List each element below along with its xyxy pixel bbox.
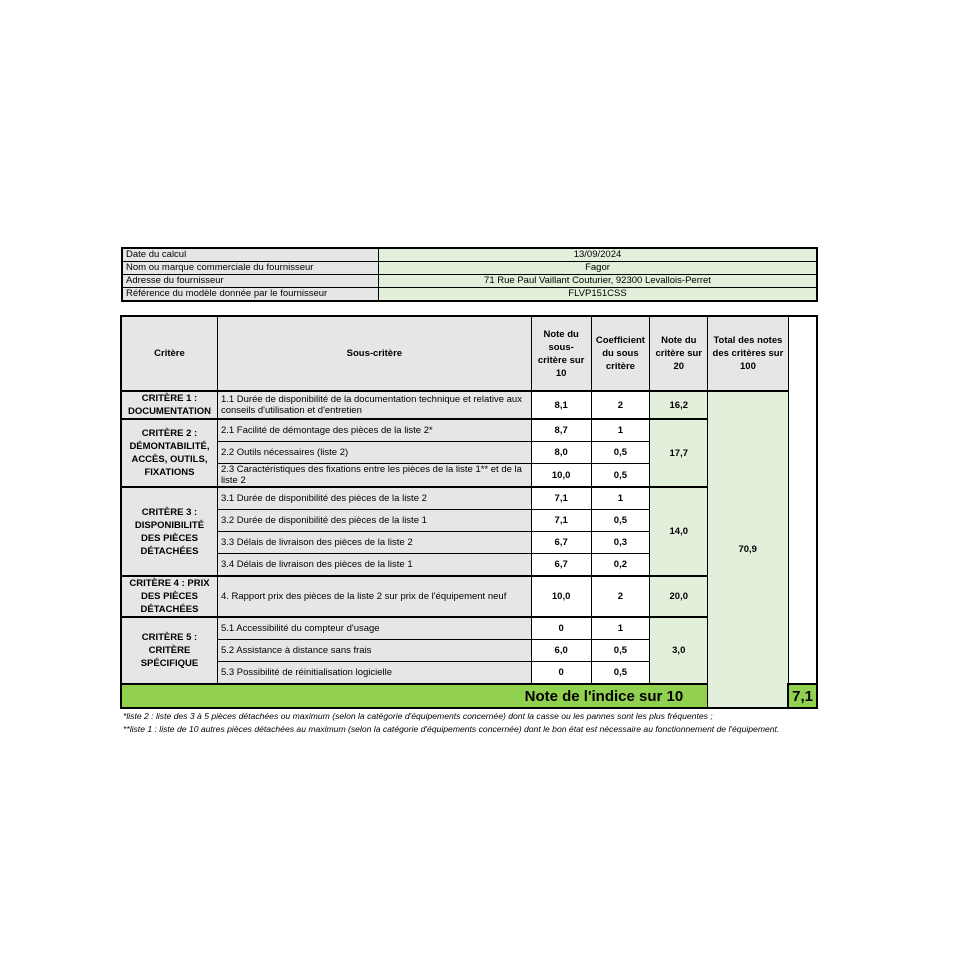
info-value: Fagor xyxy=(379,262,818,275)
sub-note: 6,0 xyxy=(531,640,591,662)
sub-note: 10,0 xyxy=(531,576,591,617)
sub-criterion: 3.1 Durée de disponibilité des pièces de la liste 2 xyxy=(217,487,531,510)
sub-coef: 2 xyxy=(591,576,650,617)
footnote: **liste 1 : liste de 10 autres pièces détachées au maximum (selon la catégorie d'équipements concernée) dont le bon état est nécessaire au fonctionnement de l'équipement. xyxy=(123,723,780,734)
sub-criterion: 3.2 Durée de disponibilité des pièces de la liste 1 xyxy=(217,510,531,532)
criterion-note: 14,0 xyxy=(650,487,708,576)
sub-coef: 0,5 xyxy=(591,442,650,464)
sub-criterion: 2.3 Caractéristiques des fixations entre les pièces de la liste 1** et de la liste 2 xyxy=(217,464,531,488)
sub-note: 8,1 xyxy=(531,391,591,419)
info-label: Référence du modèle donnée par le fournisseur xyxy=(122,288,379,302)
info-value: 71 Rue Paul Vaillant Couturier, 92300 Levallois-Perret xyxy=(379,275,818,288)
sub-note: 8,0 xyxy=(531,442,591,464)
criterion-name: CRITÈRE 2 : DÉMONTABILITÉ, ACCÈS, OUTILS, FIXATIONS xyxy=(121,419,217,487)
info-row xyxy=(122,288,817,302)
final-score: 7,1 xyxy=(788,684,817,708)
table-row xyxy=(121,391,817,419)
sub-coef: 2 xyxy=(591,391,650,419)
criterion-note: 3,0 xyxy=(650,617,708,684)
sub-coef: 1 xyxy=(591,419,650,442)
sub-criterion: 4. Rapport prix des pièces de la liste 2 sur prix de l'équipement neuf xyxy=(217,576,531,617)
criterion-name: CRITÈRE 5 : CRITÈRE SPÉCIFIQUE xyxy=(121,617,217,684)
sub-criterion: 3.3 Délais de livraison des pièces de la liste 2 xyxy=(217,532,531,554)
score-table xyxy=(120,315,818,709)
sub-coef: 0,3 xyxy=(591,532,650,554)
info-row xyxy=(122,248,817,262)
sub-note: 0 xyxy=(531,617,591,640)
sub-criterion: 5.2 Assistance à distance sans frais xyxy=(217,640,531,662)
sub-criterion: 2.2 Outils nécessaires (liste 2) xyxy=(217,442,531,464)
header-sous-critere: Sous-critère xyxy=(217,316,531,391)
criterion-name: CRITÈRE 4 : PRIX DES PIÈCES DÉTACHÉES xyxy=(121,576,217,617)
sub-coef: 1 xyxy=(591,487,650,510)
info-label: Adresse du fournisseur xyxy=(122,275,379,288)
header-note-crit: Note du critère sur 20 xyxy=(650,316,708,391)
sub-note: 6,7 xyxy=(531,554,591,577)
info-value: 13/09/2024 xyxy=(379,248,818,262)
sub-coef: 0,5 xyxy=(591,662,650,685)
info-label: Date du calcul xyxy=(122,248,379,262)
criterion-name: CRITÈRE 3 : DISPONIBILITÉ DES PIÈCES DÉTACHÉES xyxy=(121,487,217,576)
sub-note: 8,7 xyxy=(531,419,591,442)
info-label: Nom ou marque commerciale du fournisseur xyxy=(122,262,379,275)
sub-coef: 0,5 xyxy=(591,510,650,532)
sub-note: 6,7 xyxy=(531,532,591,554)
sub-coef: 0,5 xyxy=(591,464,650,488)
criterion-note: 16,2 xyxy=(650,391,708,419)
sub-criterion: 5.3 Possibilité de réinitialisation logicielle xyxy=(217,662,531,685)
criterion-name: CRITÈRE 1 : DOCUMENTATION xyxy=(121,391,217,419)
header-note-sous: Note du sous-critère sur 10 xyxy=(531,316,591,391)
criterion-note: 17,7 xyxy=(650,419,708,487)
header-total: Total des notes des critères sur 100 xyxy=(708,316,788,391)
sub-criterion: 3.4 Délais de livraison des pièces de la liste 1 xyxy=(217,554,531,577)
sub-coef: 1 xyxy=(591,617,650,640)
info-value: FLVP151CSS xyxy=(379,288,818,302)
total-100: 70,9 xyxy=(708,391,788,708)
header-coef: Coefficient du sous critère xyxy=(591,316,650,391)
sub-criterion: 2.1 Facilité de démontage des pièces de la liste 2* xyxy=(217,419,531,442)
header-critere: Critère xyxy=(121,316,217,391)
info-table xyxy=(121,247,818,302)
info-row xyxy=(122,275,817,288)
footnotes xyxy=(123,710,803,735)
final-label: Note de l'indice sur 10 xyxy=(121,684,708,708)
sub-note: 10,0 xyxy=(531,464,591,488)
sub-note: 0 xyxy=(531,662,591,685)
sub-coef: 0,5 xyxy=(591,640,650,662)
info-row xyxy=(122,262,817,275)
sub-criterion: 1.1 Durée de disponibilité de la documentation technique et relative aux conseils d'utilisation et d'entretien xyxy=(217,391,531,419)
sub-criterion: 5.1 Accessibilité du compteur d'usage xyxy=(217,617,531,640)
sub-note: 7,1 xyxy=(531,510,591,532)
criterion-note: 20,0 xyxy=(650,576,708,617)
sub-coef: 0,2 xyxy=(591,554,650,577)
sub-note: 7,1 xyxy=(531,487,591,510)
footnote: *liste 2 : liste des 3 à 5 pièces détachées ou maximum (selon la catégorie d'équipements concernée) dont la casse ou les pannes sont les plus fréquentes ; xyxy=(123,711,713,721)
header-row xyxy=(121,316,817,391)
